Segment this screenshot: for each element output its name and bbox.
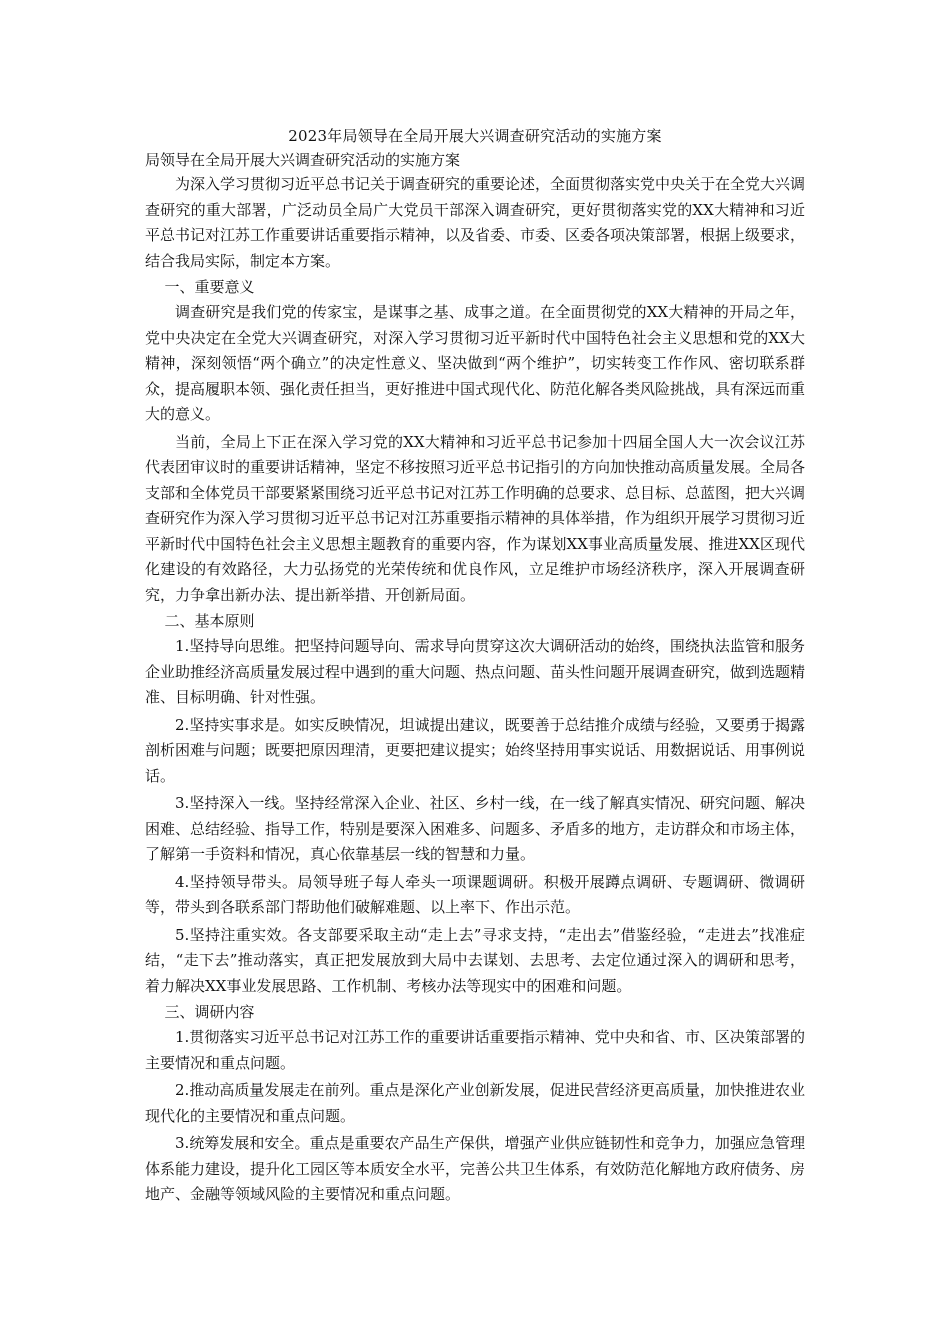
paragraph: 1.坚持导向思维。把坚持问题导向、需求导向贯穿这次大调研活动的始终，围绕执法监管和服务企业助推经济高质量发展过程中遇到的重大问题、热点问题、苗头性问题开展调查研究，做到选题精准、目标明确、针对性强。 (145, 637, 806, 706)
section-heading-principles: 二、基本原则 (164, 612, 255, 630)
paragraph: 4.坚持领导带头。局领导班子每人牵头一项课题调研。积极开展蹲点调研、专题调研、微调研等，带头到各联系部门帮助他们破解难题、以上率下、作出示范。 (145, 872, 805, 916)
paragraph: 2.坚持实事求是。如实反映情况，坦诚提出建议，既要善于总结推介成绩与经验，又要勇于揭露剖析困难与问题；既要把原因理清，更要把建议提实；始终坚持用事实说话、用数据说话、用事例说话。 (145, 715, 806, 785)
intro-paragraph: 为深入学习贯彻习近平总书记关于调查研究的重要论述，全面贯彻落实党中央关于在全党大兴调查研究的重大部署，广泛动员全局广大党员干部深入调查研究，更好贯彻落实党的XX大精神和习近平总书记对江苏工作重要讲话重要指示精神，以及省委、市委、区委各项决策部署，根据上级要求，结合我局实际，制定本方案。 (145, 175, 806, 270)
paragraph: 3.统筹发展和安全。重点是重要农产品生产保供，增强产业供应链韧性和竞争力，加强应急管理体系能力建设，提升化工园区等本质安全水平，完善公共卫生体系，有效防范化解地方政府债务、房地产、金融等领域风险的主要情况和重点问题。 (145, 1134, 806, 1203)
section-heading-contents: 三、调研内容 (164, 1003, 255, 1021)
paragraph: 当前，全局上下正在深入学习党的XX大精神和习近平总书记参加十四届全国人大一次会议江苏代表团审议时的重要讲话精神，坚定不移按照习近平总书记指引的方向加快推动高质量发展。全局各支部和全体党员干部要紧紧围绕习近平总书记对江苏工作明确的总要求、总目标、总蓝图，把大兴调查研究作为深入学习贯彻习近平总书记对江苏重要指示精神的具体举措，作为组织开展学习贯彻习近平新时代中国特色社会主义思想主题教育的重要内容，作为谋划XX事业高质量发展、推进XX区现代化建设的有效路径，大力弘扬党的光荣传统和优良作风，立足维护市场经济秩序，深入开展调查研究，力争拿出新办法、提出新举措、开创新局面。 (145, 432, 806, 604)
paragraph: 5.坚持注重实效。各支部要采取主动“走上去”寻求支持，“走出去”借鉴经验，“走进去”找准症结，“走下去”推动落实，真正把发展放到大局中去谋划、去思考、去定位通过深入的调研和思考，着力解决XX事业发展思路、工作机制、考核办法等现实中的困难和问题。 (145, 925, 805, 995)
document-subtitle: 局领导在全局开展大兴调查研究活动的实施方案 (145, 151, 461, 169)
document-page (145, 124, 805, 1208)
paragraph: 3.坚持深入一线。坚持经常深入企业、社区、乡村一线，在一线了解真实情况、研究问题、解决困难、总结经验、指导工作，特别是要深入困难多、问题多、矛盾多的地方，走访群众和市场主体，了解第一手资料和情况，真心依靠基层一线的智慧和力量。 (145, 794, 806, 863)
paragraph: 1.贯彻落实习近平总书记对江苏工作的重要讲话重要指示精神、党中央和省、市、区决策部署的主要情况和重点问题。 (145, 1028, 805, 1072)
paragraph: 调查研究是我们党的传家宝，是谋事之基、成事之道。在全面贯彻党的XX大精神的开局之年，党中央决定在全党大兴调查研究，对深入学习贯彻习近平新时代中国特色社会主义思想和党的XX大精神，深刻领悟“两个确立”的决定性意义、坚决做到“两个维护”，切实转变工作作风、密切联系群众，提高履职本领、强化责任担当，更好推进中国式现代化、防范化解各类风险挑战，具有深远而重大的意义。 (145, 303, 806, 423)
document-title: 2023年局领导在全局开展大兴调查研究活动的实施方案 (288, 127, 662, 145)
section-heading-significance: 一、重要意义 (164, 278, 255, 296)
paragraph: 2.推动高质量发展走在前列。重点是深化产业创新发展，促进民营经济更高质量，加快推进农业现代化的主要情况和重点问题。 (145, 1081, 805, 1125)
